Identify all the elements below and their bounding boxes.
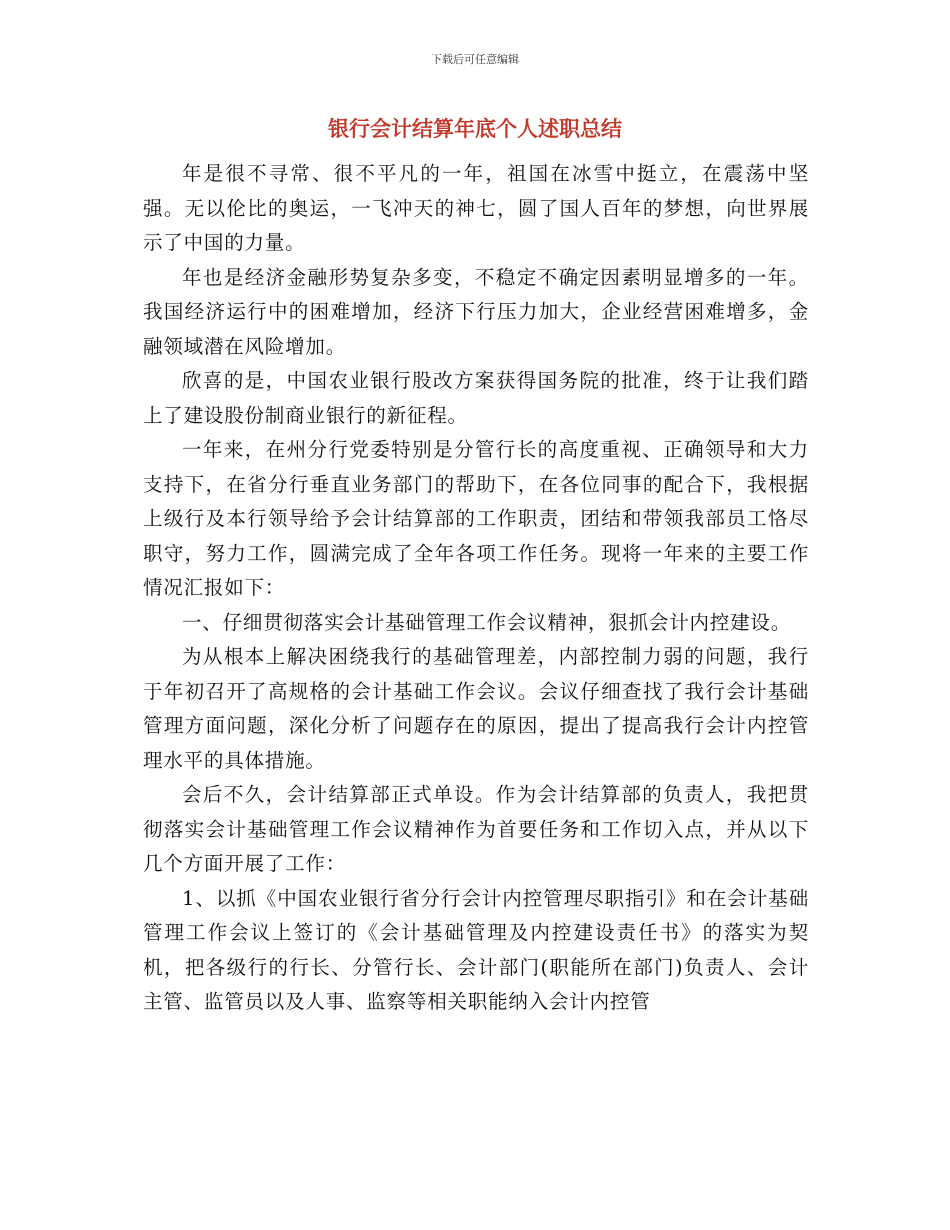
paragraph: 会后不久，会计结算部正式单设。作为会计结算部的负责人，我把贯彻落实会计基础管理工作会议精神作为首要任务和工作切入点，并从以下几个方面开展了工作：: [143, 783, 809, 875]
document-title: 银行会计结算年底个人述职总结: [328, 116, 622, 141]
paragraph: 1、以抓《中国农业银行省分行会计内控管理尽职指引》和在会计基础管理工作会议上签订的《会计基础管理及内控建设责任书》的落实为契机，把各级行的行长、分管行长、会计部门(职能所在部门)负责人、会计主管、监管员以及人事、监察等相关职能纳入会计内控管: [143, 886, 809, 1013]
paragraph: 一年来，在州分行党委特别是分管行长的高度重视、正确领导和大力支持下，在省分行垂直业务部门的帮助下，在各位同事的配合下，我根据上级行及本行领导给予会计结算部的工作职责，团结和带领我部员工恪尽职守，努力工作，圆满完成了全年各项工作任务。现将一年来的主要工作情况汇报如下：: [143, 438, 809, 599]
paragraph: 为从根本上解决困绕我行的基础管理差，内部控制力弱的问题，我行于年初召开了高规格的会计基础工作会议。会议仔细查找了我行会计基础管理方面问题，深化分析了问题存在的原因，提出了提高我行会计内控管理水平的具体措施。: [143, 645, 809, 772]
paragraph: 年也是经济金融形势复杂多变，不稳定不确定因素明显增多的一年。我国经济运行中的困难增加，经济下行压力加大，企业经营困难增多，金融领域潜在风险增加。: [143, 265, 809, 358]
paragraph: 年是很不寻常、很不平凡的一年，祖国在冰雪中挺立，在震荡中坚强。无以伦比的奥运，一飞冲天的神七，圆了国人百年的梦想，向世界展示了中国的力量。: [143, 162, 809, 254]
section-heading: 一、仔细贯彻落实会计基础管理工作会议精神，狠抓会计内控建设。: [182, 610, 792, 634]
paragraph: 欣喜的是，中国农业银行股改方案获得国务院的批准，终于让我们踏上了建设股份制商业银行的新征程。: [143, 369, 809, 427]
page-header: 下载后可任意编辑: [431, 53, 519, 66]
document-body: [143, 157, 809, 1020]
